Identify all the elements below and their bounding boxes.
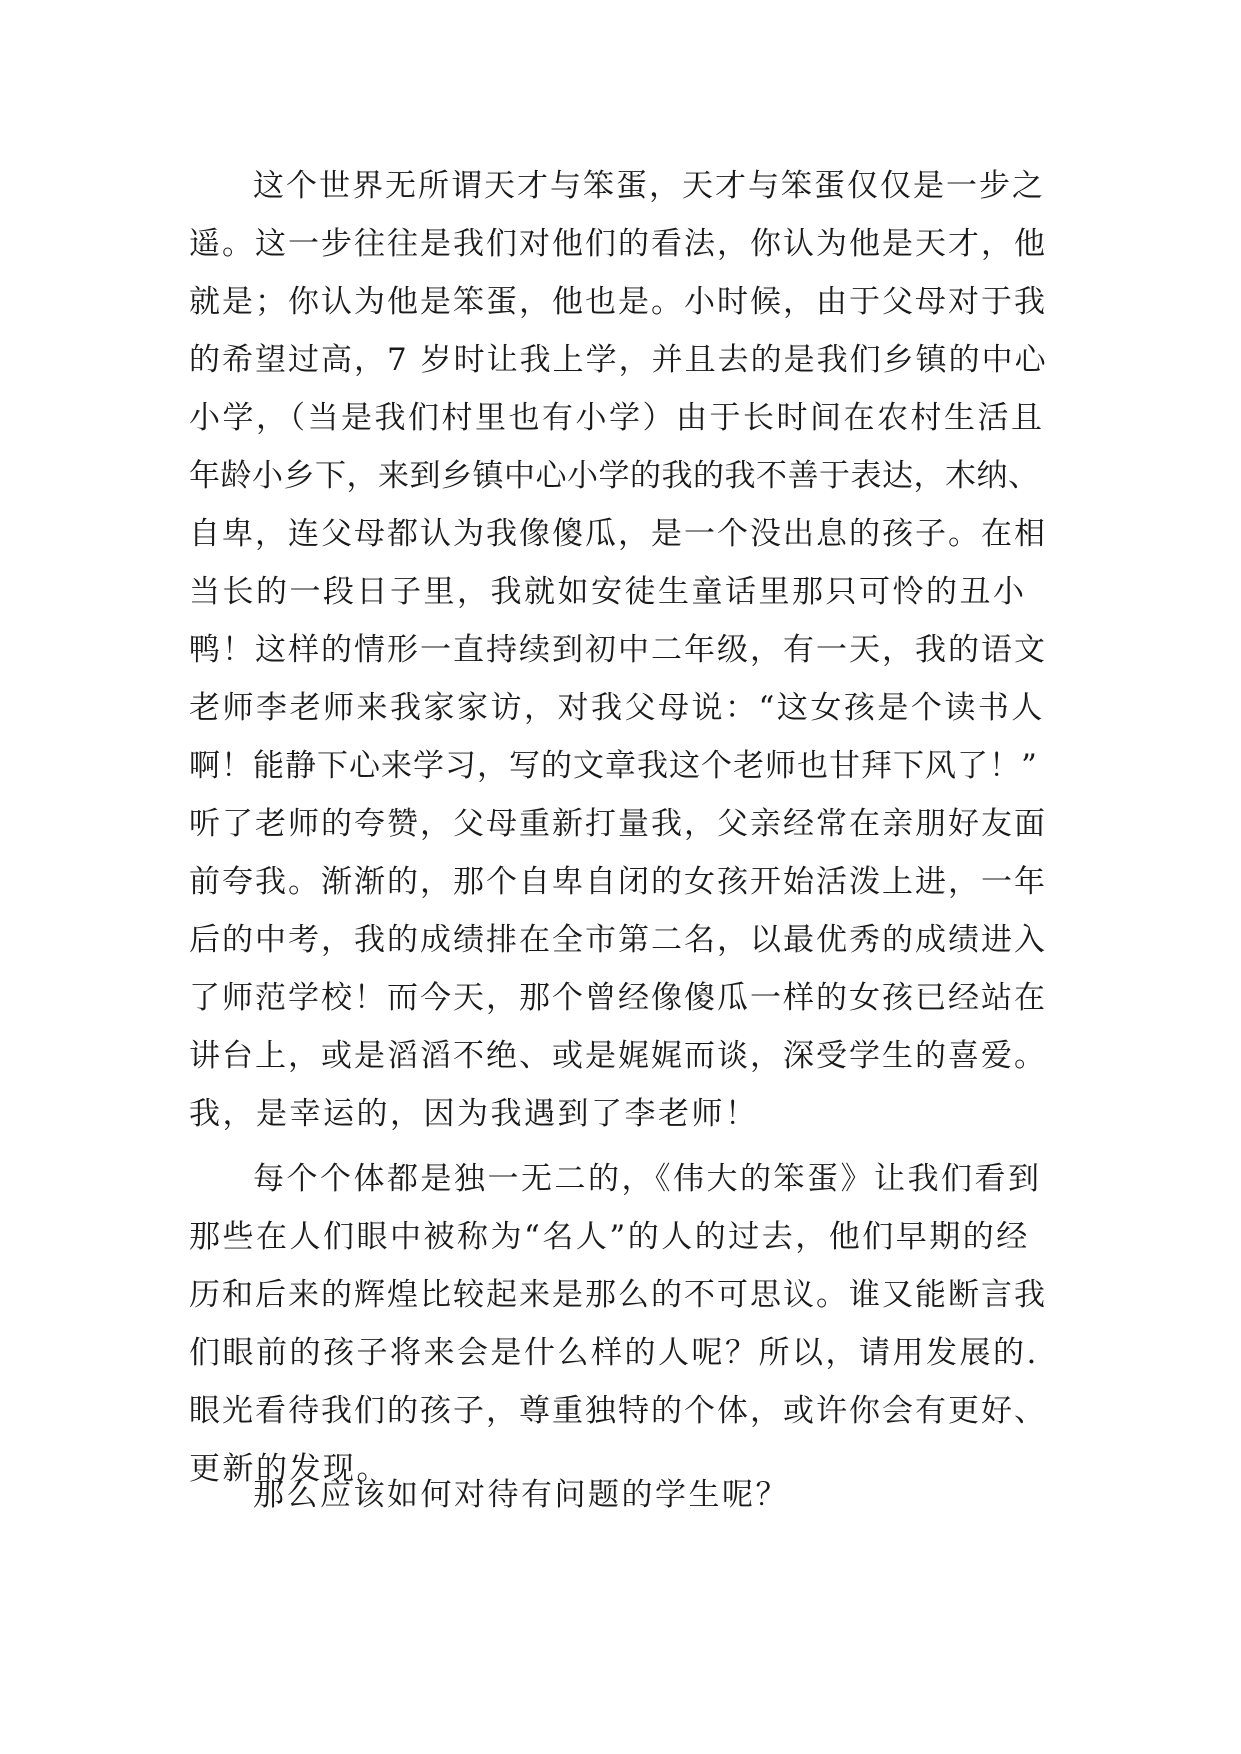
text-line: 那么应该如何对待有问题的学生呢？ [253, 1477, 789, 1513]
text-line: 了师范学校！而今天，那个曾经像傻瓜一样的女孩已经站在 [189, 980, 1047, 1016]
text-line: 讲台上，或是滔滔不绝、或是娓娓而谈，深受学生的喜爱。 [189, 1038, 1047, 1074]
text-line: 眼光看待我们的孩子，尊重独特的个体，或许你会有更好、 [189, 1393, 1047, 1429]
text-line: 啊！能静下心来学习，写的文章我这个老师也甘拜下风了！” [189, 748, 1038, 784]
text-line: 老师李老师来我家家访，对我父母说：“这女孩是个读书人 [189, 690, 1045, 726]
text-line: 后的中考，我的成绩排在全市第二名，以最优秀的成绩进入 [189, 922, 1047, 958]
text-line: 们眼前的孩子将来会是什么样的人呢？所以，请用发展的. [189, 1335, 1039, 1371]
text-line: 鸭！这样的情形一直持续到初中二年级，有一天，我的语文 [189, 632, 1047, 668]
paragraph-genius-and-fool [189, 157, 1049, 1143]
text-line: 自卑，连父母都认为我像傻瓜，是一个没出息的孩子。在相 [189, 516, 1047, 552]
text-line: 前夸我。渐渐的，那个自卑自闭的女孩开始活泼上进，一年 [189, 864, 1047, 900]
text-line: 小学，（当是我们村里也有小学）由于长时间在农村生活且 [189, 400, 1045, 436]
text-line: 年龄小乡下，来到乡镇中心小学的我的我不善于表达，木纳、 [189, 458, 1040, 494]
text-line: 那些在人们眼中被称为“名人”的人的过去，他们早期的经 [189, 1219, 1030, 1255]
text-line: 听了老师的夸赞，父母重新打量我，父亲经常在亲朋好友面 [189, 806, 1047, 842]
text-line: 就是；你认为他是笨蛋，他也是。小时候，由于父母对于我 [189, 284, 1047, 320]
paragraph-question [189, 1466, 1049, 1524]
text-line: 这个世界无所谓天才与笨蛋，天才与笨蛋仅仅是一步之 [253, 168, 1045, 204]
text-line: 的希望过高，7 岁时让我上学，并且去的是我们乡镇的中心 [189, 342, 1048, 378]
text-line: 我，是幸运的，因为我遇到了李老师！ [189, 1096, 759, 1132]
text-line: 每个个体都是独一无二的，《伟大的笨蛋》让我们看到 [253, 1161, 1042, 1197]
text-line: 更新的发现。 [189, 1451, 390, 1487]
text-line: 当长的一段日子里，我就如安徒生童话里那只可怜的丑小 [189, 574, 1027, 610]
text-line: 遥。这一步往往是我们对他们的看法，你认为他是天才，他 [189, 226, 1047, 262]
paragraph-great-fools [189, 1150, 1049, 1498]
text-line: 历和后来的辉煌比较起来是那么的不可思议。谁又能断言我 [189, 1277, 1047, 1313]
